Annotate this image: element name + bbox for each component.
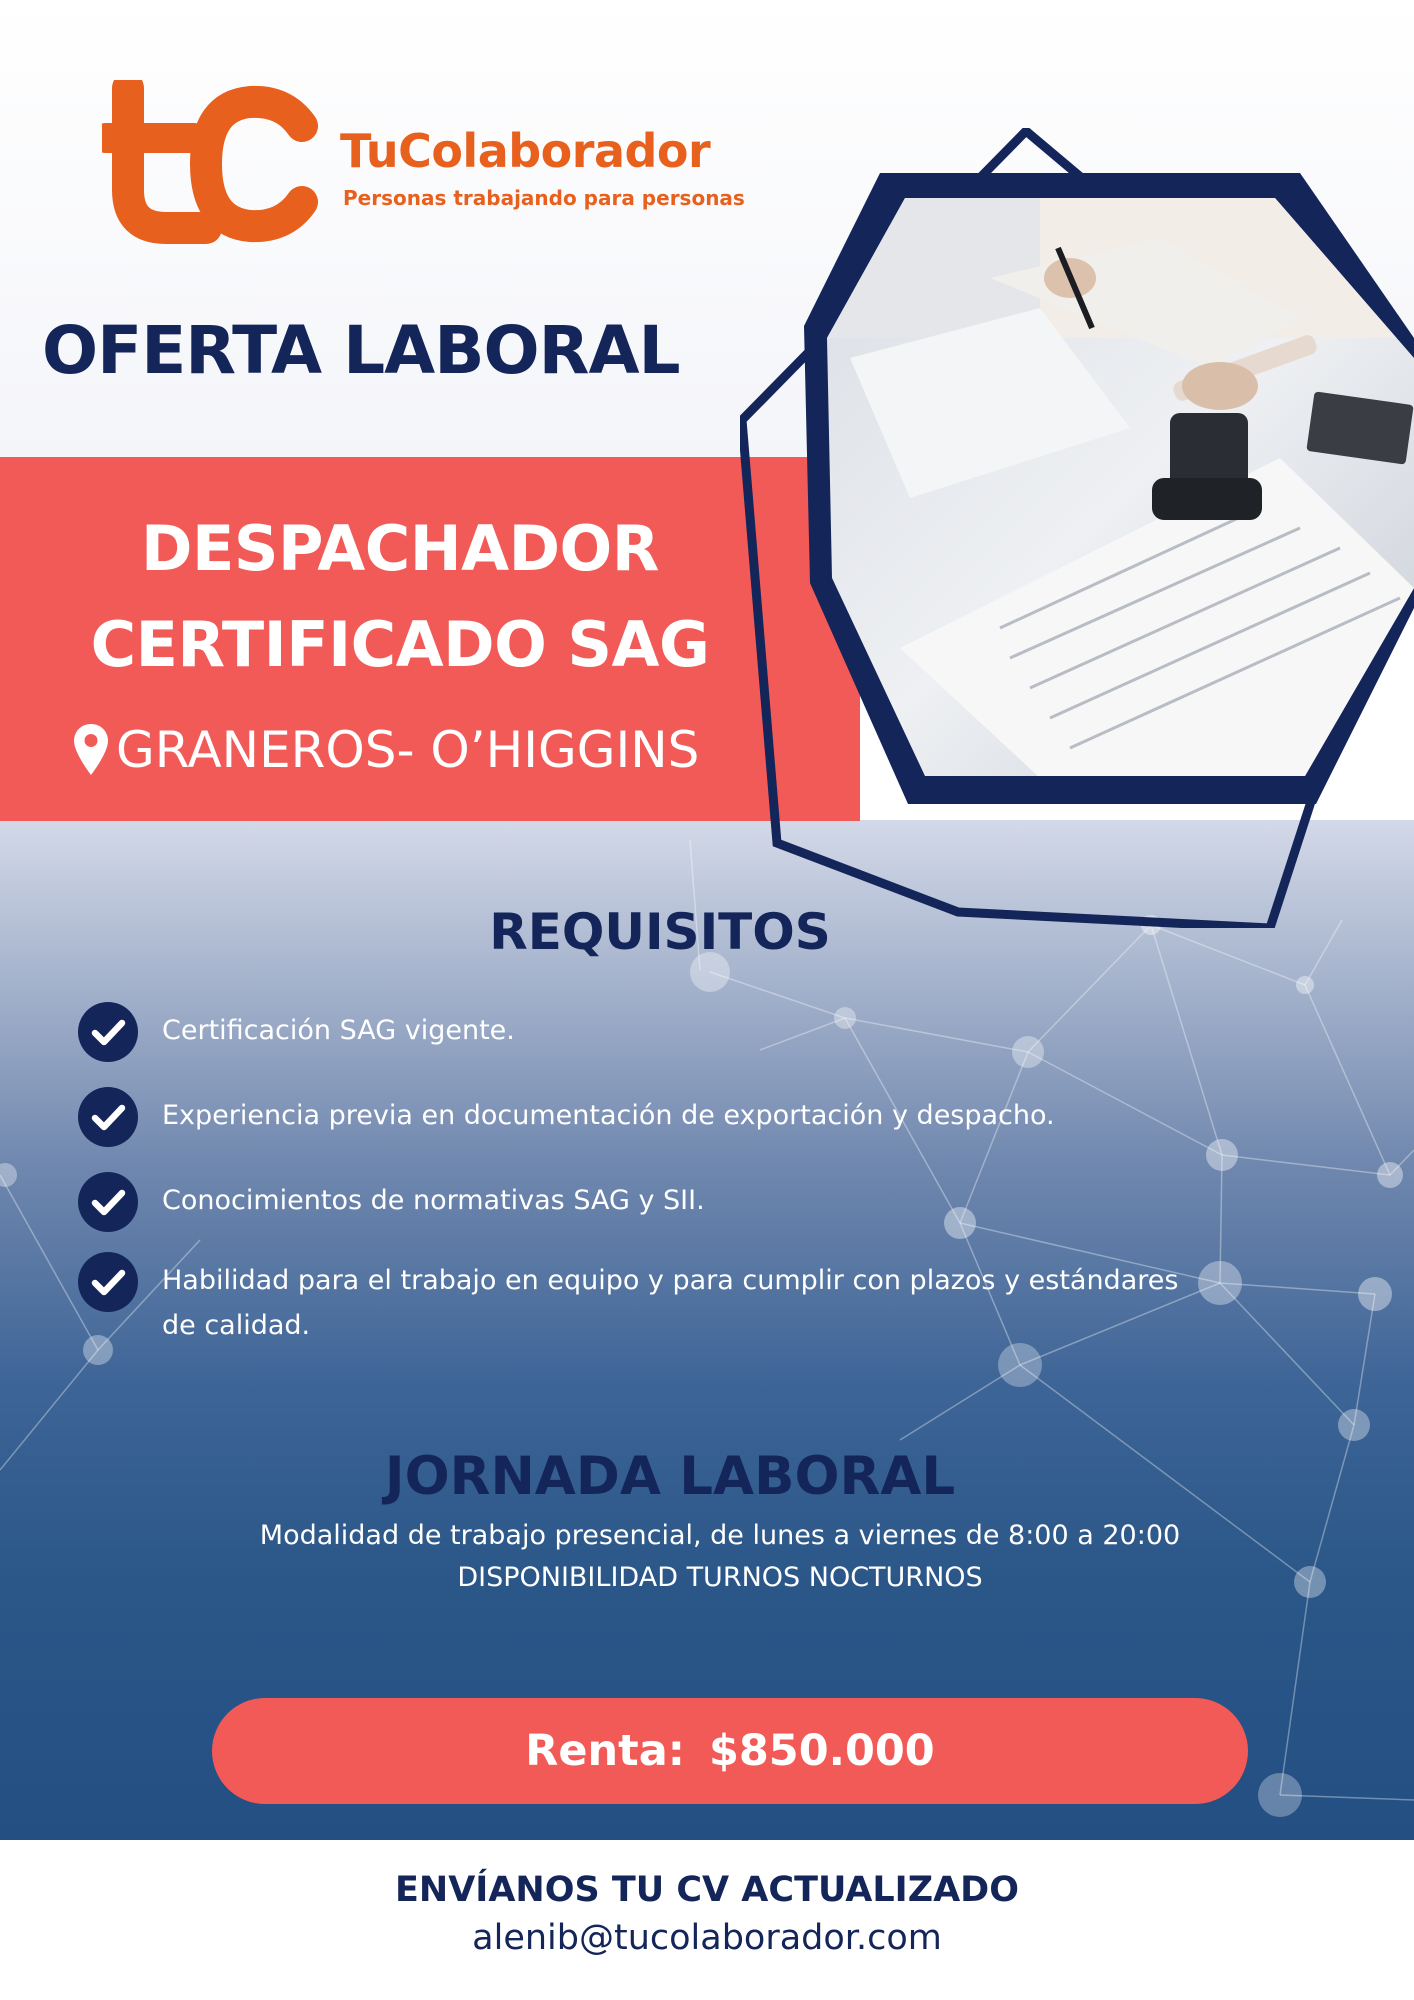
page-title: OFERTA LABORAL bbox=[42, 312, 680, 389]
contact-email[interactable]: alenib@tucolaborador.com bbox=[472, 1918, 942, 1958]
job-title-line-2: CERTIFICADO SAG bbox=[90, 608, 710, 681]
requirement-item bbox=[76, 1250, 1206, 1348]
salary-value: $850.000 bbox=[708, 1726, 935, 1776]
requirements-heading: REQUISITOS bbox=[489, 903, 831, 961]
requirement-text: Habilidad para el trabajo en equipo y para cumplir con plazos y estándares de calidad. bbox=[162, 1265, 1179, 1341]
tucolaborador-logo bbox=[102, 80, 322, 245]
brand-tagline: Personas trabajando para personas bbox=[343, 186, 745, 210]
requirement-item bbox=[76, 1000, 1206, 1064]
requirement-text: Conocimientos de normativas SAG y SII. bbox=[162, 1185, 705, 1216]
schedule-description: Modalidad de trabajo presencial, de lunes a viernes de 8:00 a 20:00 bbox=[259, 1520, 1181, 1551]
job-title-line-1: DESPACHADOR bbox=[141, 512, 659, 585]
schedule-heading: JORNADA LABORAL bbox=[384, 1446, 956, 1507]
location-text: GRANEROS- O’HIGGINS bbox=[116, 721, 700, 779]
check-circle-icon bbox=[76, 1170, 140, 1234]
location-pin-icon bbox=[72, 722, 110, 778]
brand-name: TuColaborador bbox=[340, 124, 711, 178]
office-stamp-photo bbox=[740, 128, 1414, 928]
requirement-text: Certificación SAG vigente. bbox=[162, 1015, 515, 1046]
check-circle-icon bbox=[76, 1250, 140, 1314]
requirement-item bbox=[76, 1170, 1206, 1234]
requirement-item bbox=[76, 1085, 1206, 1149]
salary-label: Renta: bbox=[525, 1726, 685, 1776]
requirement-text: Experiencia previa en documentación de exportación y despacho. bbox=[162, 1100, 1055, 1131]
schedule-night-shifts: DISPONIBILIDAD TURNOS NOCTURNOS bbox=[457, 1562, 983, 1593]
check-circle-icon bbox=[76, 1000, 140, 1064]
check-circle-icon bbox=[76, 1085, 140, 1149]
job-location bbox=[72, 715, 699, 785]
salary-banner bbox=[212, 1698, 1248, 1804]
send-cv-cta: ENVÍANOS TU CV ACTUALIZADO bbox=[395, 1870, 1019, 1910]
